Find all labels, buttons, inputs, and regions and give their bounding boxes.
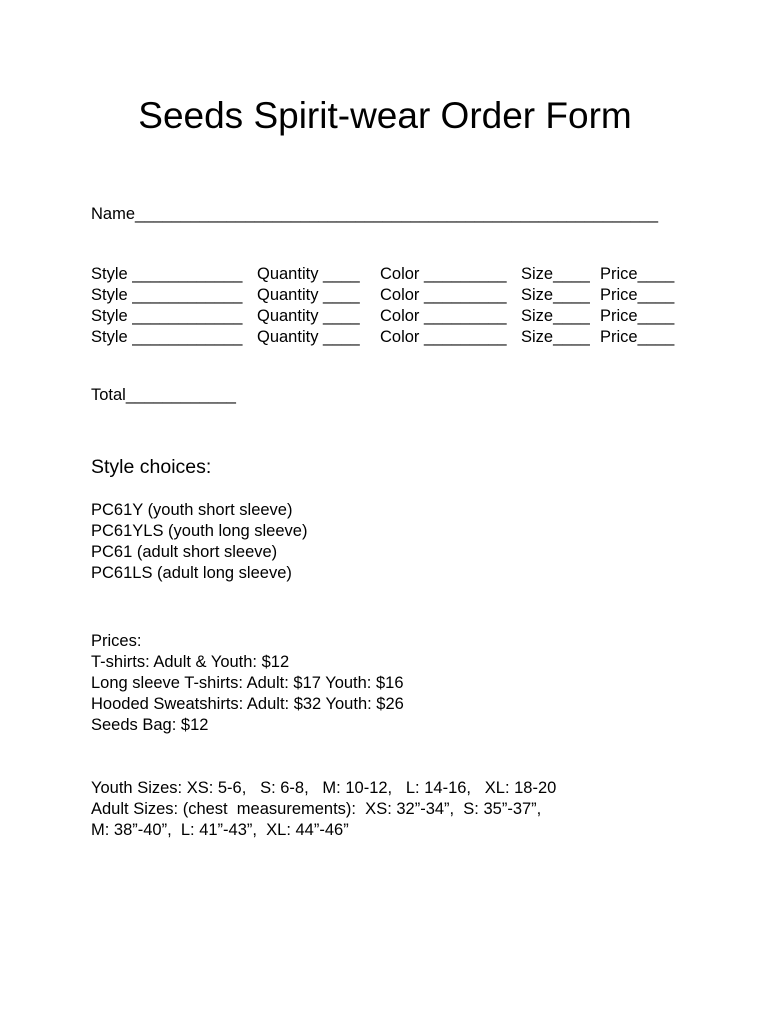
color-field: Color _________: [380, 286, 507, 304]
quantity-field: Quantity ____: [257, 307, 360, 325]
name-field-line: Name_________________________________________________________: [91, 205, 659, 223]
page-title: Seeds Spirit-wear Order Form: [138, 95, 632, 136]
list-item: Long sleeve T-shirts: Adult: $17 Youth: $16: [91, 674, 404, 692]
order-rows: [91, 264, 675, 348]
list-item: Seeds Bag: $12: [91, 716, 209, 734]
size-field: Size____: [521, 286, 590, 304]
sizes-section: [91, 778, 556, 841]
price-field: Price____: [600, 286, 675, 304]
style-field: Style ____________: [91, 265, 243, 283]
order-row: [91, 264, 675, 285]
adult-sizes-line: Adult Sizes: (chest measurements): XS: 32”-34”, S: 35”-37”,: [91, 800, 542, 818]
price-field: Price____: [600, 307, 675, 325]
list-item: PC61Y (youth short sleeve): [91, 501, 293, 519]
list-item: PC61YLS (youth long sleeve): [91, 522, 308, 540]
style-choices-list: [91, 500, 307, 584]
quantity-field: Quantity ____: [257, 328, 360, 346]
list-item: PC61 (adult short sleeve): [91, 543, 278, 561]
list-item: T-shirts: Adult & Youth: $12: [91, 653, 290, 671]
style-field: Style ____________: [91, 307, 243, 325]
style-field: Style ____________: [91, 286, 243, 304]
quantity-field: Quantity ____: [257, 286, 360, 304]
price-field: Price____: [600, 265, 675, 283]
size-field: Size____: [521, 265, 590, 283]
order-row: [91, 285, 675, 306]
prices-section: [91, 631, 404, 736]
color-field: Color _________: [380, 265, 507, 283]
color-field: Color _________: [380, 307, 507, 325]
size-field: Size____: [521, 328, 590, 346]
total-field-line: Total____________: [91, 386, 236, 404]
adult-sizes-line-continued: M: 38”-40”, L: 41”-43”, XL: 44”-46”: [91, 821, 349, 839]
quantity-field: Quantity ____: [257, 265, 360, 283]
style-field: Style ____________: [91, 328, 243, 346]
list-item: PC61LS (adult long sleeve): [91, 564, 292, 582]
size-field: Size____: [521, 307, 590, 325]
list-item: Hooded Sweatshirts: Adult: $32 Youth: $26: [91, 695, 404, 713]
price-field: Price____: [600, 328, 675, 346]
color-field: Color _________: [380, 328, 507, 346]
style-choices-heading: Style choices:: [91, 456, 212, 478]
youth-sizes-line: Youth Sizes: XS: 5-6, S: 6-8, M: 10-12, L: 14-16, XL: 18-20: [91, 779, 557, 797]
order-row: [91, 327, 675, 348]
order-row: [91, 306, 675, 327]
prices-heading: Prices:: [91, 632, 142, 650]
